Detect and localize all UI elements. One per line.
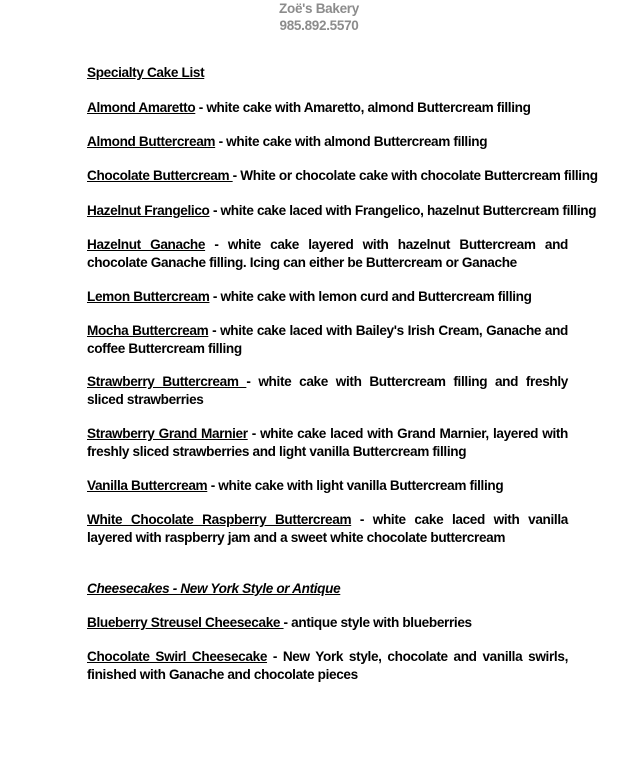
specialty-cake-heading-text: Specialty Cake List [87, 65, 205, 80]
cake-name: Almond Buttercream [87, 134, 216, 149]
cake-name: Chocolate Buttercream [87, 168, 233, 183]
cake-item-vanilla-buttercream [87, 477, 568, 495]
letterhead [0, 0, 638, 34]
cake-item-hazelnut-ganache [87, 236, 568, 271]
cake-name: Lemon Buttercream [87, 289, 210, 304]
cake-name: Strawberry Grand Marnier [87, 426, 248, 441]
cake-description: - white cake laced with Frangelico, hazelnut Buttercream filling [209, 203, 597, 218]
cake-name: Hazelnut Frangelico [87, 203, 210, 218]
cake-description: - white cake with almond Buttercream filling [215, 134, 488, 149]
cake-name: Mocha Buttercream [87, 323, 209, 338]
cake-description: - white cake with lemon curd and Buttercream filling [209, 289, 532, 304]
cake-description: - white cake layered with hazelnut Buttercream and chocolate Ganache filling. Icing can either be Buttercream or Ganache [87, 237, 568, 270]
cake-item-mocha-buttercream [87, 322, 568, 357]
cake-item-strawberry-buttercream [87, 373, 568, 408]
cake-name: Strawberry Buttercream [87, 374, 247, 389]
cheesecake-description: - antique style with blueberries [283, 615, 472, 630]
cake-item-almond-buttercream [87, 133, 568, 151]
cake-item-lemon-buttercream [87, 288, 568, 306]
cake-item-almond-amaretto [87, 99, 568, 117]
cake-description: - white cake with light vanilla Buttercream filling [207, 478, 504, 493]
business-phone: 985.892.5570 [279, 18, 359, 33]
cake-name: White Chocolate Raspberry Buttercream [87, 512, 352, 527]
cake-name: Almond Amaretto [87, 100, 196, 115]
cake-item-strawberry-grand-marnier [87, 425, 568, 460]
cake-name: Vanilla Buttercream [87, 478, 208, 493]
cheesecakes-heading-text: Cheesecakes - New York Style or Antique [87, 581, 341, 596]
cheesecake-item-chocolate-swirl [87, 648, 568, 683]
cake-item-hazelnut-frangelico [87, 202, 597, 220]
cake-name: Hazelnut Ganache [87, 237, 206, 252]
cake-description: - white cake laced with vanilla layered with raspberry jam and a sweet white chocolate buttercream [87, 512, 568, 545]
cheesecake-name: Blueberry Streusel Cheesecake [87, 615, 284, 630]
cake-description: - white cake with Amaretto, almond Buttercream filling [195, 100, 531, 115]
cheesecake-item-blueberry-streusel [87, 614, 568, 632]
cake-description: - White or chocolate cake with chocolate Buttercream filling [232, 168, 598, 183]
cheesecake-description: - New York style, chocolate and vanilla swirls, finished with Ganache and chocolate pieces [87, 649, 568, 682]
cheesecake-name: Chocolate Swirl Cheesecake [87, 649, 268, 664]
cheesecakes-heading [87, 580, 568, 598]
cake-description: - white cake with Buttercream filling and freshly sliced strawberries [87, 374, 569, 407]
business-name: Zoë's Bakery [279, 1, 359, 16]
cake-description: - white cake laced with Grand Marnier, layered with freshly sliced strawberries and light vanilla Buttercream filling [87, 426, 569, 459]
specialty-cake-heading [87, 64, 568, 82]
cake-description: - white cake laced with Bailey's Irish Cream, Ganache and coffee Buttercream filling [87, 323, 569, 356]
cake-item-chocolate-buttercream [87, 167, 598, 185]
cake-item-white-chocolate-raspberry [87, 511, 568, 546]
